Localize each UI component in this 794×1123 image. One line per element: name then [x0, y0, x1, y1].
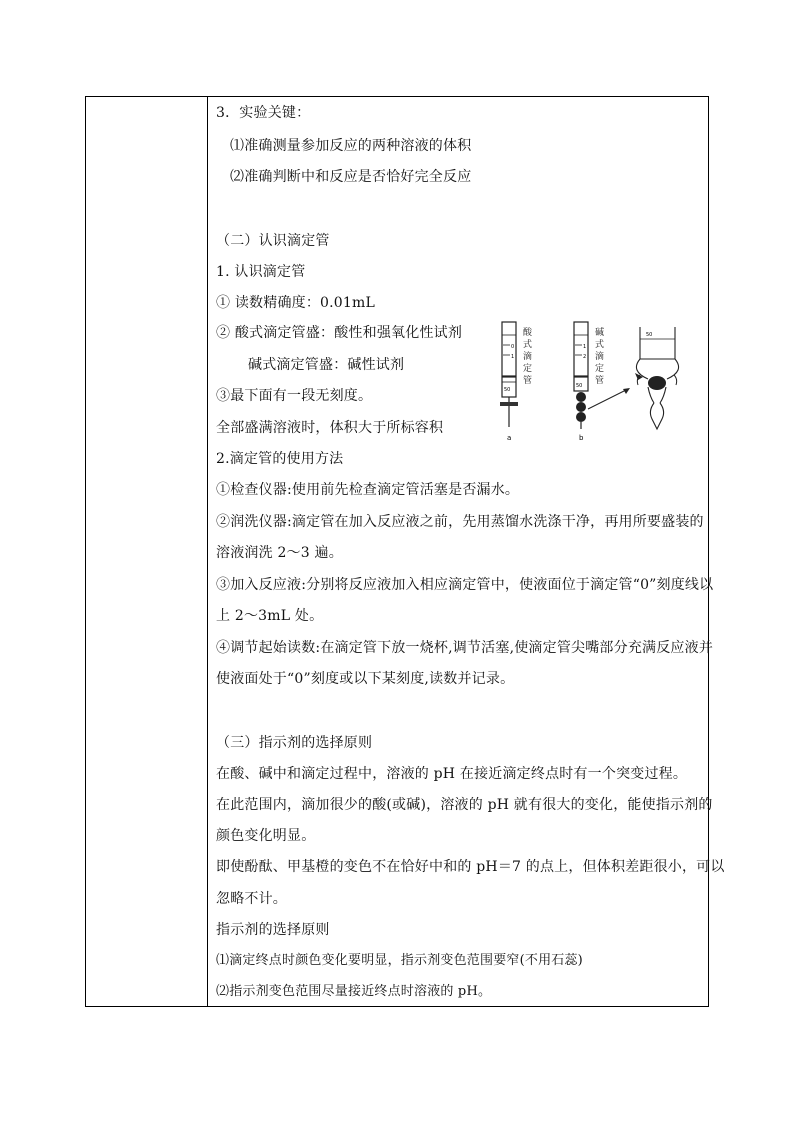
base-tick-2: 2: [583, 354, 587, 360]
base-burette-label: [595, 326, 607, 386]
acid-tick-50: 50: [504, 387, 511, 393]
usage-step-4-line-2: 使液面处于“0”刻度或以下某刻度,读数并记录。: [216, 671, 515, 687]
base-burette-figure: [574, 322, 630, 442]
base-label-b: b: [579, 434, 584, 442]
indicator-rule-2: ⑵指示剂变色范围尽量接近终点时溶液的 pH。: [216, 984, 492, 999]
content-table: [85, 96, 725, 1007]
acid-label-char-5: 管: [523, 376, 533, 386]
base-tick-50: 50: [576, 383, 583, 389]
usage-step-1: ①检查仪器:使用前先检查滴定管活塞是否漏水。: [216, 482, 520, 498]
base-label-char-2: 式: [595, 340, 605, 350]
burette-section-heading: （二）认识滴定管: [216, 233, 330, 249]
base-label-char-4: 定: [595, 364, 605, 374]
acid-label-a: a: [507, 434, 512, 442]
usage-step-2-line-1: ②润洗仪器:滴定管在加入反应液之前，先用蒸馏水洗涤干净，再用所要盛装的: [216, 514, 704, 530]
right-column-cell: [208, 97, 725, 1006]
section3-heading: 3．实验关键：: [216, 105, 311, 121]
indicator-para-1: 在酸、碱中和滴定过程中，溶液的 pH 在接近滴定终点时有一个突变过程。: [216, 766, 688, 782]
acid-label-char-1: 酸: [523, 328, 533, 338]
base-label-char-5: 管: [595, 376, 605, 386]
indicator-rule-1: ⑴滴定终点时颜色变化要明显，指示剂变色范围要窄(不用石蕊): [216, 953, 583, 968]
burette-line-4: ③最下面有一段无刻度。: [216, 388, 373, 404]
section3-point-1: ⑴准确测量参加反应的两种溶液的体积: [230, 138, 472, 154]
acid-label-char-4: 定: [523, 364, 533, 374]
acid-label-char-3: 滴: [523, 352, 533, 362]
base-label-char-3: 滴: [595, 352, 605, 362]
burette-line-2: ② 酸式滴定管盛：酸性和强氧化性试剂: [216, 325, 463, 341]
indicator-para-4: 指示剂的选择原则: [216, 922, 330, 938]
indicator-section-heading: （三）指示剂的选择原则: [216, 735, 373, 751]
burette-line-1: ① 读数精确度：0.01mL: [216, 295, 375, 311]
left-column-cell: [86, 97, 208, 1006]
acid-tick-1: 1: [511, 354, 515, 360]
burette-line-3: 碱式滴定管盛：碱性试剂: [248, 357, 405, 373]
usage-step-3-line-1: ③加入反应液:分别将反应液加入相应滴定管中，使液面位于滴定管“0”刻度线以: [216, 577, 714, 593]
acid-tick-0: 0: [511, 344, 515, 350]
acid-label-char-2: 式: [523, 340, 533, 350]
indicator-para-2-line-2: 颜色变化明显。: [216, 828, 316, 844]
burette-tip-detail: [635, 327, 679, 429]
indicator-para-3-line-2: 忽略不计。: [216, 891, 287, 907]
acid-burette-figure: [500, 322, 535, 442]
usage-step-4-line-1: ④调节起始读数:在滴定管下放一烧杯,调节活塞,使滴定管尖嘴部分充满反应液并: [216, 640, 714, 656]
burette-subheading-2: 2.滴定管的使用方法: [216, 451, 344, 467]
burette-line-5: 全部盛满溶液时，体积大于所标容积: [216, 420, 444, 436]
burette-diagram: [490, 319, 720, 445]
section3-point-2: ⑵准确判断中和反应是否恰好完全反应: [230, 169, 472, 185]
acid-burette-label: [523, 326, 535, 386]
tip-tick-50: 50: [646, 332, 653, 338]
base-tick-1: 1: [583, 344, 587, 350]
indicator-para-2-line-1: 在此范围内，滴加很少的酸(或碱)，溶液的 pH 就有很大的变化，能使指示剂的: [216, 797, 713, 813]
usage-step-2-line-2: 溶液润洗 2～3 遍。: [216, 545, 343, 561]
burette-subheading-1: 1. 认识滴定管: [216, 264, 306, 280]
usage-step-3-line-2: 上 2～3mL 处。: [216, 608, 324, 624]
base-label-char-1: 碱: [595, 328, 605, 338]
indicator-para-3-line-1: 即使酚酞、甲基橙的变色不在恰好中和的 pH＝7 的点上，但体积差距很小，可以: [216, 859, 725, 875]
